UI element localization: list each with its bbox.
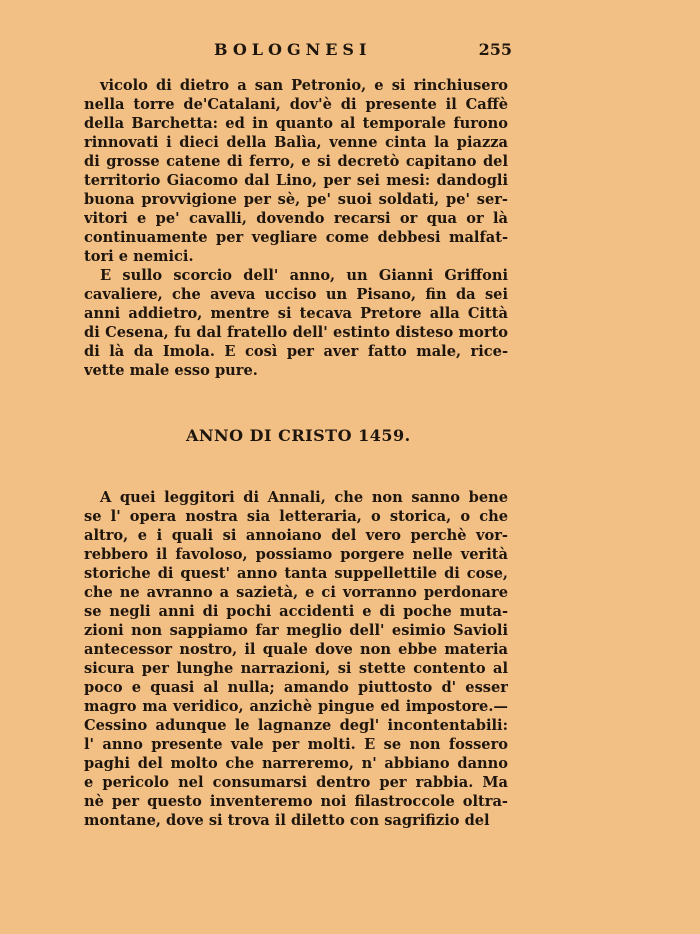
text-line: vette male esso pure. [84, 362, 258, 379]
text-line: magro ma veridico, anzichè pingue ed impostore.— [84, 698, 508, 715]
text-line: paghi del molto che narreremo, n' abbiano danno [84, 755, 508, 772]
text-line: territorio Giacomo dal Lino, per sei mesi: dandogli [84, 172, 508, 189]
text-line: se l' opera nostra sia letteraria, o storica, o che [84, 508, 508, 525]
text-line: A quei leggitori di Annali, che non sanno bene [100, 489, 508, 506]
text-line: altro, e i quali si annoiano del vero perchè vor- [84, 527, 508, 544]
text-line: anni addietro, mentre si tecava Pretore alla Città [84, 305, 508, 322]
text-line: vitori e pe' cavalli, dovendo recarsi or qua or là [84, 210, 508, 227]
text-line: e pericolo nel consumarsi dentro per rabbia. Ma [84, 774, 508, 791]
text-line: continuamente per vegliare come debbesi malfat- [84, 229, 508, 246]
text-block-1 [84, 76, 508, 380]
text-line: sicura per lunghe narrazioni, si stette contento al [84, 660, 508, 677]
text-line: poco e quasi al nulla; amando piuttosto d' esser [84, 679, 508, 696]
running-title: BOLOGNESI [214, 40, 372, 59]
text-line: rinnovati i dieci della Balìa, venne cinta la piazza [84, 134, 508, 151]
text-line: zioni non sappiamo far meglio dell' esimio Savioli [84, 622, 508, 639]
text-line: di grosse catene di ferro, e si decretò capitano del [84, 153, 508, 170]
paragraph-1 [84, 76, 508, 266]
page-header [84, 40, 512, 64]
text-line: della Barchetta: ed in quanto al temporale furono [84, 115, 508, 132]
text-line: l' anno presente vale per molti. E se non fossero [84, 736, 508, 753]
text-line: di Cesena, fu dal fratello dell' estinto disteso morto [84, 324, 508, 341]
text-line: cavaliere, che aveva ucciso un Pisano, fin da sei [84, 286, 508, 303]
section-heading: ANNO DI CRISTO 1459. [186, 426, 411, 445]
text-line: E sullo scorcio dell' anno, un Gianni Griffoni [100, 267, 508, 284]
text-line: storiche di quest' anno tanta suppellettile di cose, [84, 565, 508, 582]
text-line: rebbero il favoloso, possiamo porgere nelle verità [84, 546, 508, 563]
text-line: montane, dove si trova il diletto con sagrifizio del [84, 812, 490, 829]
text-line: tori e nemici. [84, 248, 194, 265]
text-line: se negli anni di pochi accidenti e di poche muta- [84, 603, 508, 620]
text-line: buona provvigione per sè, pe' suoi soldati, pe' ser- [84, 191, 508, 208]
paragraph-3 [84, 488, 508, 830]
text-line: vicolo di dietro a san Petronio, e si rinchiusero [100, 77, 508, 94]
text-line: che ne avranno a sazietà, e ci vorranno perdonare [84, 584, 508, 601]
text-line: antecessor nostro, il quale dove non ebbe materia [84, 641, 508, 658]
text-line: Cessino adunque le lagnanze degl' incontentabili: [84, 717, 508, 734]
text-line: di là da Imola. E così per aver fatto male, rice- [84, 343, 508, 360]
text-line: nella torre de'Catalani, dov'è di presente il Caffè [84, 96, 508, 113]
text-line: nè per questo inventeremo noi filastroccole oltra- [84, 793, 508, 810]
page-number: 255 [478, 40, 512, 59]
text-block-2 [84, 488, 508, 830]
paragraph-2 [84, 266, 508, 380]
